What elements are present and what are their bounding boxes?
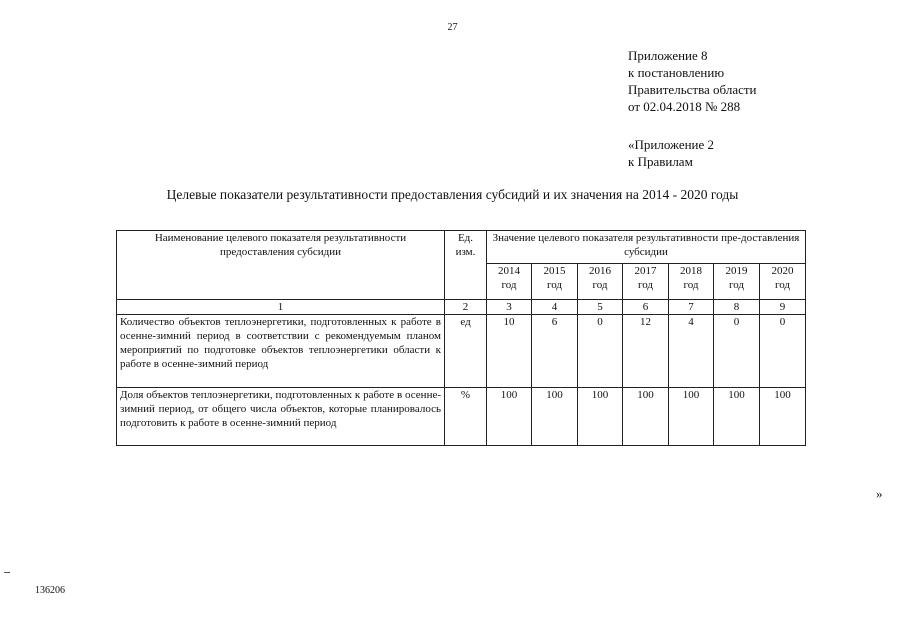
value-cell: 100 (487, 388, 532, 446)
year-cell: 2019 год (714, 264, 760, 300)
header-name-cell: Наименование целевого показателя результативности предоставления субсидии (117, 231, 445, 300)
value-cell: 10 (487, 315, 532, 388)
column-numbers-row (117, 300, 806, 315)
column-number-cell: 7 (669, 300, 714, 315)
appendix-block (628, 47, 757, 115)
column-number-cell: 8 (714, 300, 760, 315)
value-cell: 0 (760, 315, 806, 388)
value-cell: 100 (578, 388, 623, 446)
year-cell: 2016 год (578, 264, 623, 300)
column-number-cell: 9 (760, 300, 806, 315)
value-cell: 0 (714, 315, 760, 388)
appendix-line: к постановлению (628, 65, 725, 80)
year-cell: 2017 год (623, 264, 669, 300)
closing-quote: » (876, 486, 883, 501)
value-cell: 0 (578, 315, 623, 388)
unit-cell: ед (445, 315, 487, 388)
value-cell: 100 (623, 388, 669, 446)
value-cell: 100 (669, 388, 714, 446)
appendix-line: от 02.04.2018 № 288 (628, 99, 741, 114)
appendix2-block (628, 136, 714, 170)
table-header-row (117, 231, 806, 264)
year-cell: 2018 год (669, 264, 714, 300)
column-number-cell: 4 (532, 300, 578, 315)
document-title: Целевые показатели результативности предоставления субсидий и их значения на 2014 - 2020 годы (166, 187, 739, 202)
value-cell: 100 (532, 388, 578, 446)
column-number-cell: 2 (445, 300, 487, 315)
column-number-cell: 5 (578, 300, 623, 315)
appendix-line: Правительства области (628, 82, 757, 97)
appendix-line: Приложение 8 (628, 48, 708, 63)
unit-cell: % (445, 388, 487, 446)
appendix2-line: «Приложение 2 (628, 137, 715, 152)
page-number: 27 (447, 22, 458, 33)
footer-code: 136206 (35, 585, 65, 596)
value-cell: 12 (623, 315, 669, 388)
header-values-cell: Значение целевого показателя результативности пре-доставления субсидии (487, 231, 806, 264)
value-cell: 6 (532, 315, 578, 388)
margin-mark (4, 572, 10, 573)
column-number-cell: 6 (623, 300, 669, 315)
table-row (117, 315, 806, 388)
value-cell: 100 (760, 388, 806, 446)
column-number-cell: 1 (117, 300, 445, 315)
header-unit-cell: Ед. изм. (445, 231, 487, 300)
indicators-table (116, 230, 806, 446)
indicator-name-cell: Доля объектов теплоэнергетики, подготовленных к работе в осенне-зимний период, от общего числа объектов, которые планировалось подготовить к работе в осенне-зимний период (117, 388, 445, 446)
year-cell: 2020 год (760, 264, 806, 300)
year-cell: 2014 год (487, 264, 532, 300)
year-cell: 2015 год (532, 264, 578, 300)
column-number-cell: 3 (487, 300, 532, 315)
appendix2-line: к Правилам (628, 154, 693, 169)
value-cell: 4 (669, 315, 714, 388)
value-cell: 100 (714, 388, 760, 446)
table-row (117, 388, 806, 446)
indicator-name-cell: Количество объектов теплоэнергетики, подготовленных к работе в осенне-зимний период в соответствии с рекомендуемым планом мероприятий по подготовке объектов теплоэнергетики области к работе в осенне-зимний период (117, 315, 445, 388)
